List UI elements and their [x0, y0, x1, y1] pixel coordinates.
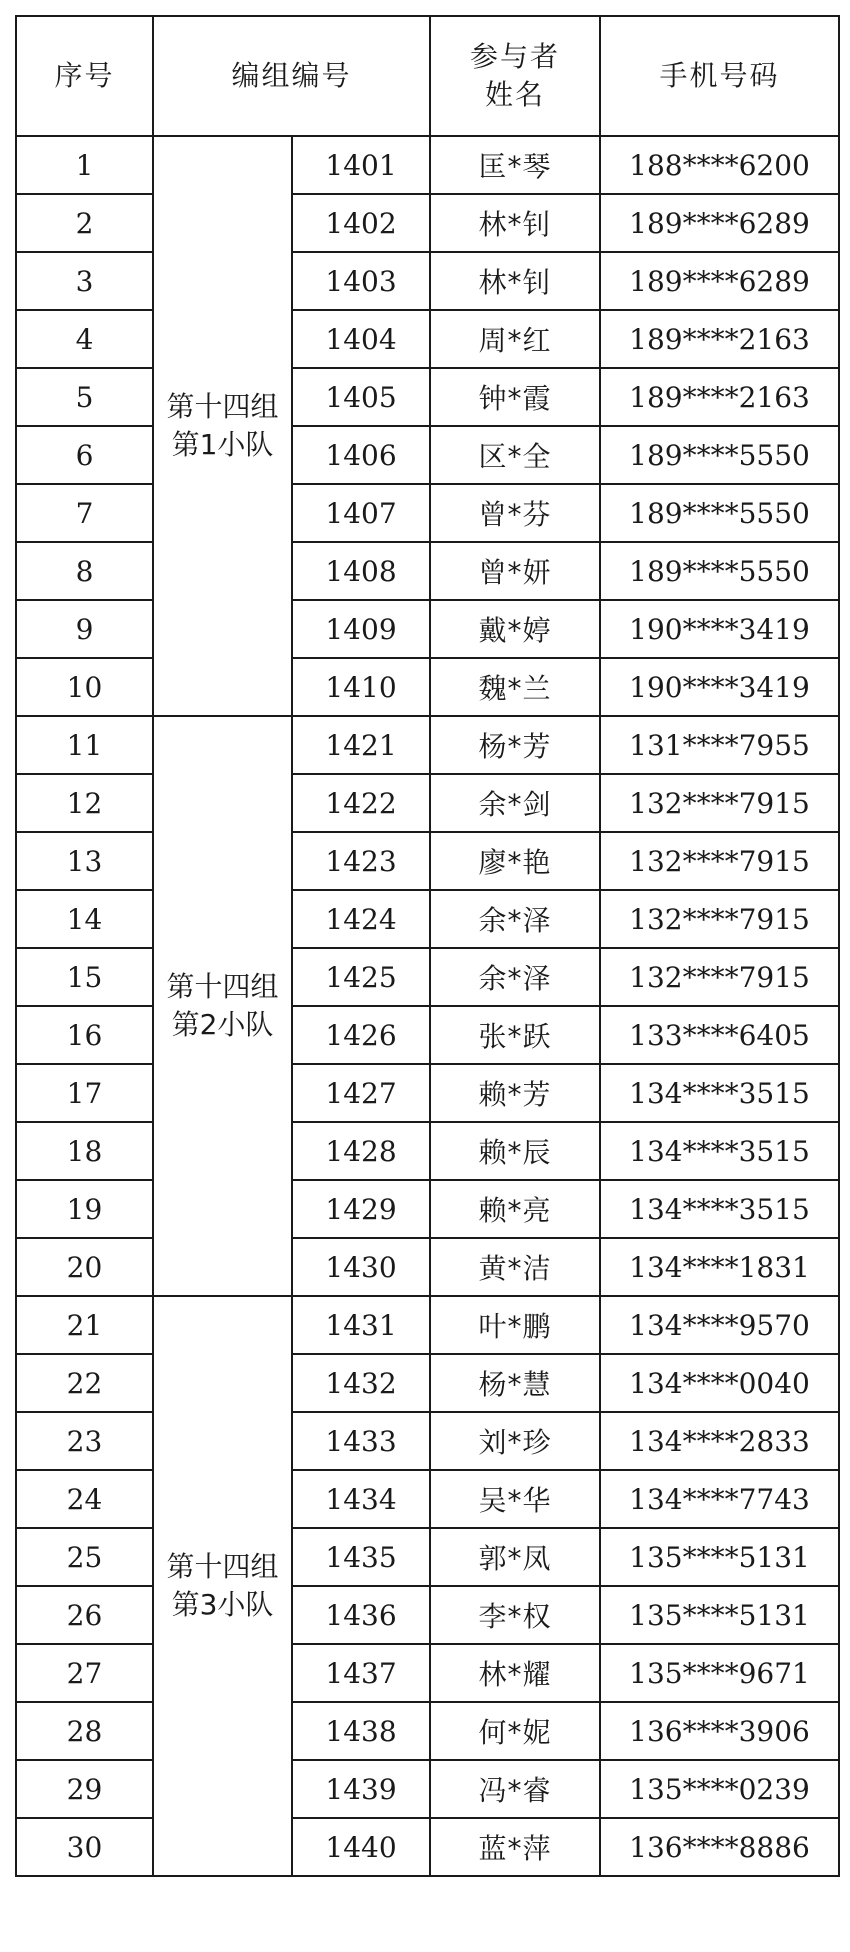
- phone-cell: 135****5131: [600, 1586, 839, 1644]
- seq-cell: 12: [16, 774, 153, 832]
- table-row: [16, 1760, 839, 1818]
- participant-name-cell: 林*耀: [430, 1644, 600, 1702]
- phone-cell: 132****7915: [600, 832, 839, 890]
- table-row: [16, 1586, 839, 1644]
- phone-cell: 135****9671: [600, 1644, 839, 1702]
- table-row: [16, 1702, 839, 1760]
- group-code-cell: 1427: [292, 1064, 430, 1122]
- participant-name-cell: 钟*霞: [430, 368, 600, 426]
- table-row: [16, 1122, 839, 1180]
- participant-name-cell: 林*钊: [430, 252, 600, 310]
- seq-cell: 22: [16, 1354, 153, 1412]
- seq-cell: 13: [16, 832, 153, 890]
- participant-name-cell: 叶*鹏: [430, 1296, 600, 1354]
- seq-cell: 8: [16, 542, 153, 600]
- table-row: [16, 1354, 839, 1412]
- group-name-line2: 第2小队: [171, 1008, 274, 1041]
- participant-name-cell: 曾*妍: [430, 542, 600, 600]
- seq-cell: 2: [16, 194, 153, 252]
- participant-name-cell: 戴*婷: [430, 600, 600, 658]
- table-row: [16, 310, 839, 368]
- seq-cell: 11: [16, 716, 153, 774]
- table-row: [16, 1470, 839, 1528]
- group-code-cell: 1436: [292, 1586, 430, 1644]
- participant-name-cell: 赖*辰: [430, 1122, 600, 1180]
- group-code-cell: 1440: [292, 1818, 430, 1876]
- table-row: [16, 1412, 839, 1470]
- seq-cell: 23: [16, 1412, 153, 1470]
- participant-name-cell: 郭*凤: [430, 1528, 600, 1586]
- participant-name-cell: 黄*洁: [430, 1238, 600, 1296]
- table-row: [16, 1296, 839, 1354]
- group-code-cell: 1410: [292, 658, 430, 716]
- phone-cell: 188****6200: [600, 136, 839, 194]
- group-code-cell: 1433: [292, 1412, 430, 1470]
- table-row: [16, 1238, 839, 1296]
- seq-cell: 21: [16, 1296, 153, 1354]
- group-code-cell: 1401: [292, 136, 430, 194]
- group-code-cell: 1423: [292, 832, 430, 890]
- group-code-cell: 1428: [292, 1122, 430, 1180]
- table-row: [16, 1064, 839, 1122]
- seq-cell: 16: [16, 1006, 153, 1064]
- seq-cell: 3: [16, 252, 153, 310]
- phone-cell: 133****6405: [600, 1006, 839, 1064]
- phone-cell: 131****7955: [600, 716, 839, 774]
- group-code-cell: 1405: [292, 368, 430, 426]
- seq-cell: 14: [16, 890, 153, 948]
- seq-cell: 18: [16, 1122, 153, 1180]
- participant-name-cell: 李*权: [430, 1586, 600, 1644]
- header-participant-line2: 姓名: [485, 78, 546, 111]
- group-code-cell: 1431: [292, 1296, 430, 1354]
- header-participant-line1: 参与者: [470, 40, 561, 73]
- participant-name-cell: 蓝*萍: [430, 1818, 600, 1876]
- group-name-line2: 第1小队: [171, 428, 274, 461]
- table-row: [16, 832, 839, 890]
- table-row: [16, 1006, 839, 1064]
- group-code-cell: 1409: [292, 600, 430, 658]
- seq-cell: 26: [16, 1586, 153, 1644]
- table-row: [16, 774, 839, 832]
- phone-cell: 189****6289: [600, 194, 839, 252]
- participant-name-cell: 赖*亮: [430, 1180, 600, 1238]
- phone-cell: 134****3515: [600, 1064, 839, 1122]
- roster-table: [15, 15, 840, 1877]
- phone-cell: 132****7915: [600, 948, 839, 1006]
- group-code-cell: 1439: [292, 1760, 430, 1818]
- participant-name-cell: 余*泽: [430, 890, 600, 948]
- phone-cell: 190****3419: [600, 600, 839, 658]
- seq-cell: 30: [16, 1818, 153, 1876]
- participant-name-cell: 周*红: [430, 310, 600, 368]
- seq-cell: 10: [16, 658, 153, 716]
- seq-cell: 4: [16, 310, 153, 368]
- table-row: [16, 600, 839, 658]
- seq-cell: 1: [16, 136, 153, 194]
- participant-name-cell: 魏*兰: [430, 658, 600, 716]
- seq-cell: 24: [16, 1470, 153, 1528]
- participant-name-cell: 刘*珍: [430, 1412, 600, 1470]
- participant-name-cell: 杨*慧: [430, 1354, 600, 1412]
- table-row: [16, 890, 839, 948]
- header-participant-name: [430, 16, 600, 136]
- seq-cell: 9: [16, 600, 153, 658]
- table-row: [16, 948, 839, 1006]
- group-code-cell: 1422: [292, 774, 430, 832]
- group-cell: [153, 716, 292, 1296]
- seq-cell: 29: [16, 1760, 153, 1818]
- participant-name-cell: 赖*芳: [430, 1064, 600, 1122]
- phone-cell: 136****3906: [600, 1702, 839, 1760]
- participant-name-cell: 匡*琴: [430, 136, 600, 194]
- group-code-cell: 1438: [292, 1702, 430, 1760]
- group-code-cell: 1426: [292, 1006, 430, 1064]
- participant-name-cell: 何*妮: [430, 1702, 600, 1760]
- seq-cell: 6: [16, 426, 153, 484]
- phone-cell: 132****7915: [600, 774, 839, 832]
- group-name-line1: 第十四组: [166, 390, 279, 423]
- participant-name-cell: 余*泽: [430, 948, 600, 1006]
- participant-name-cell: 杨*芳: [430, 716, 600, 774]
- participant-name-cell: 张*跃: [430, 1006, 600, 1064]
- seq-cell: 25: [16, 1528, 153, 1586]
- phone-cell: 134****1831: [600, 1238, 839, 1296]
- seq-cell: 7: [16, 484, 153, 542]
- group-code-cell: 1435: [292, 1528, 430, 1586]
- table-row: [16, 484, 839, 542]
- header-phone: 手机号码: [600, 16, 839, 136]
- phone-cell: 134****7743: [600, 1470, 839, 1528]
- group-name-line1: 第十四组: [166, 970, 279, 1003]
- group-code-cell: 1425: [292, 948, 430, 1006]
- participant-name-cell: 林*钊: [430, 194, 600, 252]
- phone-cell: 135****5131: [600, 1528, 839, 1586]
- table-row: [16, 426, 839, 484]
- participant-name-cell: 廖*艳: [430, 832, 600, 890]
- header-row: [16, 16, 839, 136]
- participant-name-cell: 区*全: [430, 426, 600, 484]
- seq-cell: 19: [16, 1180, 153, 1238]
- group-code-cell: 1421: [292, 716, 430, 774]
- group-code-cell: 1402: [292, 194, 430, 252]
- phone-cell: 189****5550: [600, 426, 839, 484]
- phone-cell: 134****3515: [600, 1122, 839, 1180]
- table-row: [16, 658, 839, 716]
- group-code-cell: 1424: [292, 890, 430, 948]
- seq-cell: 20: [16, 1238, 153, 1296]
- phone-cell: 136****8886: [600, 1818, 839, 1876]
- seq-cell: 5: [16, 368, 153, 426]
- phone-cell: 135****0239: [600, 1760, 839, 1818]
- group-name-line1: 第十四组: [166, 1550, 279, 1583]
- group-code-cell: 1403: [292, 252, 430, 310]
- group-code-cell: 1430: [292, 1238, 430, 1296]
- table-row: [16, 368, 839, 426]
- group-code-cell: 1429: [292, 1180, 430, 1238]
- phone-cell: 134****9570: [600, 1296, 839, 1354]
- table-row: [16, 136, 839, 194]
- table-row: [16, 1644, 839, 1702]
- seq-cell: 27: [16, 1644, 153, 1702]
- group-code-cell: 1434: [292, 1470, 430, 1528]
- phone-cell: 190****3419: [600, 658, 839, 716]
- table-row: [16, 1818, 839, 1876]
- group-code-cell: 1437: [292, 1644, 430, 1702]
- group-cell: [153, 136, 292, 716]
- table-row: [16, 1528, 839, 1586]
- participant-name-cell: 余*剑: [430, 774, 600, 832]
- phone-cell: 189****2163: [600, 310, 839, 368]
- group-code-cell: 1432: [292, 1354, 430, 1412]
- phone-cell: 134****2833: [600, 1412, 839, 1470]
- phone-cell: 132****7915: [600, 890, 839, 948]
- phone-cell: 189****5550: [600, 484, 839, 542]
- phone-cell: 189****6289: [600, 252, 839, 310]
- group-code-cell: 1404: [292, 310, 430, 368]
- group-code-cell: 1408: [292, 542, 430, 600]
- group-code-cell: 1407: [292, 484, 430, 542]
- participant-name-cell: 曾*芬: [430, 484, 600, 542]
- table-row: [16, 252, 839, 310]
- participant-name-cell: 冯*睿: [430, 1760, 600, 1818]
- phone-cell: 189****2163: [600, 368, 839, 426]
- table-row: [16, 194, 839, 252]
- seq-cell: 28: [16, 1702, 153, 1760]
- roster-body: [16, 136, 839, 1876]
- seq-cell: 15: [16, 948, 153, 1006]
- group-code-cell: 1406: [292, 426, 430, 484]
- phone-cell: 189****5550: [600, 542, 839, 600]
- header-group-code: 编组编号: [153, 16, 430, 136]
- phone-cell: 134****3515: [600, 1180, 839, 1238]
- header-seq: 序号: [16, 16, 153, 136]
- table-row: [16, 542, 839, 600]
- group-name-line2: 第3小队: [171, 1588, 274, 1621]
- participant-name-cell: 吴*华: [430, 1470, 600, 1528]
- seq-cell: 17: [16, 1064, 153, 1122]
- table-row: [16, 1180, 839, 1238]
- phone-cell: 134****0040: [600, 1354, 839, 1412]
- group-cell: [153, 1296, 292, 1876]
- table-row: [16, 716, 839, 774]
